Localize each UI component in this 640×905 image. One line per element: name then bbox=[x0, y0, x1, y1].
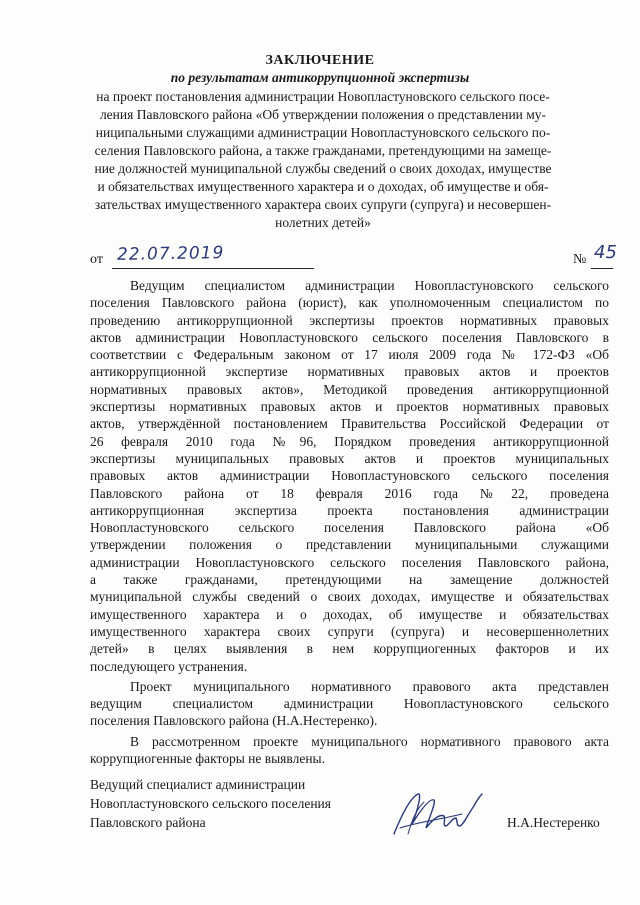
body-line: Новопластуновского сельского поселения Павловского района «Об bbox=[90, 520, 609, 536]
body-line: детей» в целях выявления в нем коррупциогенных факторов и их bbox=[90, 641, 609, 657]
body-line: имущественного характера и о доходах, об имуществе и обязательствах bbox=[90, 606, 609, 622]
body-line: соответствии с Федеральным законом от 17 июля 2009 года № 172-ФЗ «Об bbox=[90, 347, 609, 363]
body-line: экспертизы нормативных правовых актов и проектов нормативных правовых bbox=[90, 399, 609, 415]
date-underline bbox=[112, 268, 314, 269]
body-line: муниципальной службы сведений о своих доходах, имуществе и обязательствах bbox=[90, 589, 609, 605]
body-line: Павловского района от 18 февраля 2016 года №22, проведена bbox=[90, 485, 609, 501]
body-line: актов администрации Новопластуновского сельского поселения Павловского в bbox=[90, 329, 609, 345]
subject-line: на проект постановления администрации Новопластуновского сельского посе- bbox=[96, 89, 550, 104]
body-line: коррупциогенные факторы не выявлены. bbox=[90, 751, 325, 767]
body-line: В рассмотренном проекте муниципального нормативного правового акта bbox=[130, 733, 609, 749]
document-title: ЗАКЛЮЧЕНИЕ bbox=[265, 53, 375, 68]
document-subject bbox=[92, 88, 554, 232]
body-line: антикоррупционной экспертизе нормативных правовых актов и проектов bbox=[90, 364, 609, 380]
body-line: актов, утверждённой постановлением Правительства Российской Федерации от bbox=[90, 416, 609, 432]
subject-line: ние должностей муниципальной службы сведений о своих доходах, имуществе bbox=[94, 161, 552, 176]
signatory-name: Н.А.Нестеренко bbox=[507, 815, 600, 830]
body-line: поселения Павловского района (Н.А.Нестеренко). bbox=[90, 713, 378, 729]
number-underline bbox=[591, 268, 613, 269]
signatory-line: Павловского района bbox=[90, 815, 206, 830]
body-line: утверждении положения о представлении муниципальными служащими bbox=[90, 537, 609, 553]
subject-line: ниципальными служащими администрации Новопластуновского сельского по- bbox=[95, 125, 551, 140]
body-line: экспертизы муниципальных правовых актов и проектов муниципальных bbox=[90, 450, 609, 466]
body-line: правовых актов администрации Новопластуновского сельского поселения bbox=[90, 468, 609, 484]
body-line: администрации Новопластуновского сельского поселения Павловского района, bbox=[90, 554, 609, 570]
handwritten-date: 22.07.2019 bbox=[116, 243, 225, 265]
body-line: поселения Павловского района (юрист), как уполномоченным специалистом по bbox=[90, 295, 609, 311]
body-line: Ведущим специалистом администрации Новопластуновского сельского bbox=[130, 278, 609, 293]
subject-line: нолетних детей» bbox=[275, 215, 371, 230]
date-label: от bbox=[90, 252, 103, 267]
document-body bbox=[90, 277, 609, 767]
body-line: нормативных правовых актов», Методикой проведения антикоррупционной bbox=[90, 381, 609, 397]
subject-line: селения Павловского района, а также гражданами, претендующими на замеще- bbox=[94, 143, 552, 158]
subject-line: ления Павловского района «Об утверждении положения о представлении му- bbox=[99, 107, 547, 122]
number-label: № bbox=[573, 252, 587, 267]
body-line: а также гражданами, претендующими на замещение должностей bbox=[90, 572, 609, 588]
signatory-line: Ведущий специалист администрации bbox=[90, 777, 306, 792]
handwritten-number: 45 bbox=[594, 242, 617, 263]
body-line: последующего устранения. bbox=[90, 658, 248, 674]
body-line: Проект муниципального нормативного правового акта представлен bbox=[130, 678, 609, 694]
body-line: проведению антикоррупционной экспертизы проектов нормативных правовых bbox=[90, 312, 609, 328]
body-line: имущественного характера своих супруги (супруга) и несовершеннолетних bbox=[90, 623, 609, 639]
subject-line: и обязательствах имущественного характера и о доходах, об имуществе и обя- bbox=[97, 179, 549, 194]
body-line: антикоррупционная экспертиза проекта постановления администрации bbox=[90, 502, 609, 518]
body-line: ведущим специалистом администрации Новопластуновского сельского bbox=[90, 696, 609, 712]
document-subtitle: по результатам антикоррупционной экспертизы bbox=[170, 70, 470, 85]
body-line: 26 февраля 2010 года №96, Порядком проведения антикоррупционной bbox=[90, 433, 609, 449]
date-number-row bbox=[90, 242, 617, 272]
signatory-line: Новопластуновского сельского поселения bbox=[90, 796, 331, 811]
subject-line: зательствах имущественного характера своих супруги (супруга) и несовершен- bbox=[94, 197, 552, 212]
handwritten-signature bbox=[388, 784, 488, 844]
signatory-title bbox=[90, 775, 390, 832]
